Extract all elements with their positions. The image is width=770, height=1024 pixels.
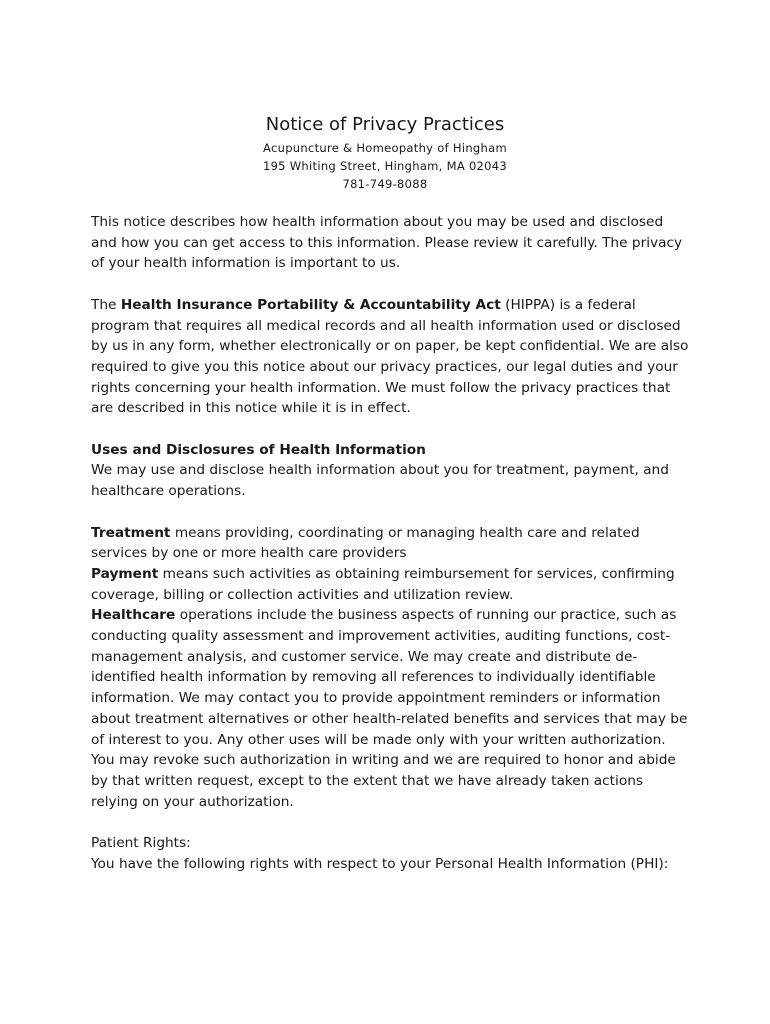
rights-heading: Patient Rights: bbox=[91, 835, 191, 852]
payment-text: means such activities as obtaining reimbursement for services, confirming coverage, billing or collection activities and utilization review. bbox=[91, 565, 675, 603]
treatment-text: means providing, coordinating or managing health care and related services by one or more health care providers bbox=[91, 524, 640, 562]
document-header bbox=[0, 113, 770, 193]
rights-paragraph: You have the following rights with respect to your Personal Health Information (PHI): bbox=[91, 855, 669, 872]
payment-term: Payment bbox=[91, 565, 159, 582]
hipaa-paragraph bbox=[91, 295, 691, 419]
healthcare-definition bbox=[91, 605, 691, 812]
paragraph-gap bbox=[91, 812, 691, 833]
practice-name: Acupuncture & Homeopathy of Hingham bbox=[263, 141, 507, 155]
hipaa-text: (HIPPA) is a federal program that requires all medical records and all health information used or disclosed by us in any form, whether electronically or on paper, be kept confidential. We are also required to give you this notice about our privacy practices, our legal duties and your rights concerning your health information. We must follow the privacy practices that are described in this notice while it is in effect. bbox=[91, 296, 689, 417]
healthcare-term: Healthcare bbox=[91, 607, 176, 624]
page-title: Notice of Privacy Practices bbox=[265, 114, 505, 135]
paragraph-gap bbox=[91, 274, 691, 295]
uses-heading-text: Uses and Disclosures of Health Information bbox=[91, 441, 426, 458]
treatment-definition bbox=[91, 523, 691, 564]
hipaa-act-name: Health Insurance Portability & Accountability Act bbox=[120, 296, 501, 313]
paragraph-gap bbox=[91, 419, 691, 440]
treatment-term: Treatment bbox=[91, 524, 171, 541]
uses-paragraph: We may use and disclose health information about you for treatment, payment, and healthcare operations. bbox=[91, 462, 669, 500]
practice-address: 195 Whiting Street, Hingham, MA 02043 bbox=[262, 159, 508, 173]
intro-paragraph: This notice describes how health information about you may be used and disclosed and how you can get access to this information. Please review it carefully. The privacy of your health information is important to us. bbox=[91, 214, 683, 272]
document-body bbox=[91, 212, 691, 874]
payment-definition bbox=[91, 564, 691, 605]
paragraph-gap bbox=[91, 502, 691, 523]
hipaa-prefix: The bbox=[91, 296, 121, 313]
healthcare-text: operations include the business aspects of running our practice, such as conducting quality assessment and improvement activities, auditing functions, cost-management analysis, and customer service. We may create and distribute de-identified health information by removing all references to individually identifiable information. We may contact you to provide appointment reminders or information about treatment alternatives or other health-related benefits and services that may be of interest to you. Any other uses will be made only with your written authorization. You may revoke such authorization in writing and we are required to honor and abide by that written request, except to the extent that we have already taken actions relying on your authorization. bbox=[91, 607, 688, 810]
uses-heading bbox=[91, 440, 691, 461]
practice-phone: 781-749-8088 bbox=[342, 177, 428, 191]
